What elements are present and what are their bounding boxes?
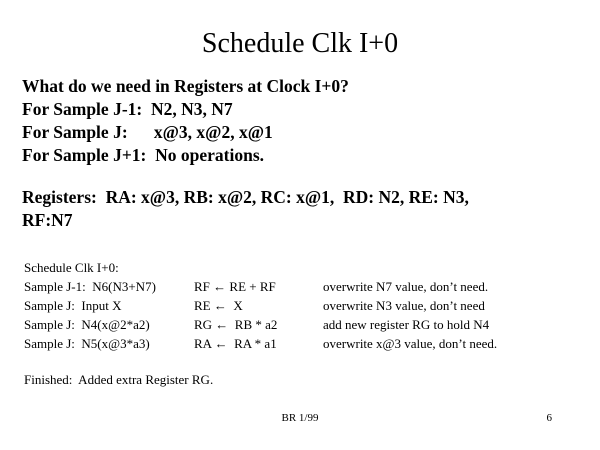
schedule-sample: Sample J-1: N6(N3+N7)	[24, 279, 156, 294]
footer-author-date: BR 1/99	[281, 412, 319, 424]
schedule-operation: RA ← RA * a1	[194, 336, 277, 351]
schedule-sample: Sample J: Input X	[24, 298, 122, 313]
schedule-table	[24, 258, 584, 353]
schedule-row	[24, 277, 584, 296]
registers-line-1: Registers: RA: x@3, RB: x@2, RC: x@1, RD: N2, RE: N3,	[22, 187, 469, 207]
schedule-row	[24, 334, 584, 353]
finished-note: Finished: Added extra Register RG.	[24, 372, 214, 387]
registers-line-2: RF:N7	[22, 210, 73, 230]
schedule-operation: RE ← X	[194, 298, 243, 313]
registers-block	[22, 186, 587, 232]
page-number: 6	[546, 412, 552, 424]
schedule-sample: Sample J: N5(x@3*a3)	[24, 336, 150, 351]
schedule-note: add new register RG to hold N4	[323, 317, 490, 332]
schedule-sample: Sample J: N4(x@2*a2)	[24, 317, 150, 332]
schedule-operation: RG ← RB * a2	[194, 317, 278, 332]
schedule-note: overwrite x@3 value, don’t need.	[323, 336, 498, 351]
schedule-note: overwrite N7 value, don’t need.	[323, 279, 489, 294]
schedule-operation: RF ← RE + RF	[194, 279, 276, 294]
question-line: What do we need in Registers at Clock I+0?	[22, 76, 349, 96]
schedule-note: overwrite N3 value, don’t need	[323, 298, 485, 313]
slide-title: Schedule Clk I+0	[201, 28, 399, 59]
schedule-header: Schedule Clk I+0:	[24, 260, 119, 275]
sample-j-minus-1-line: For Sample J-1: N2, N3, N7	[22, 99, 233, 119]
sample-j-plus-1-line: For Sample J+1: No operations.	[22, 145, 265, 165]
sample-j-line: For Sample J: x@3, x@2, x@1	[22, 122, 273, 142]
question-block	[22, 75, 592, 167]
schedule-row	[24, 315, 584, 334]
schedule-row	[24, 296, 584, 315]
